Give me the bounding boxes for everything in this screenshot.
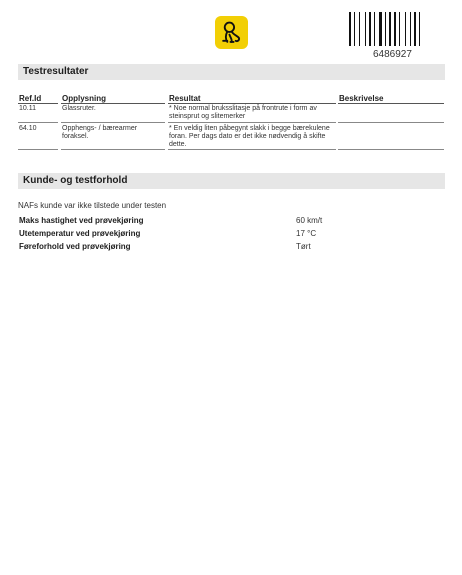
conditions-header: Kunde- og testforhold — [18, 173, 445, 189]
barcode-bar — [374, 12, 375, 46]
divider — [18, 103, 58, 104]
table-cell-ref: 64.10 — [19, 125, 37, 132]
divider — [168, 149, 336, 150]
barcode-bar — [385, 12, 386, 46]
barcode-number: 6486927 — [373, 49, 412, 60]
table-cell-result: * En veldig liten påbegynt slakk i begge bærekulene foran. Per dags dato er det ikke nødvendig å skifte dette. — [169, 125, 330, 148]
barcode-bar — [394, 12, 396, 46]
barcode-bar — [419, 12, 420, 46]
table-cell-result: * Noe normal bruksslitasje på frontrute i form av steinsprut og slitemerker — [169, 105, 317, 120]
divider — [338, 122, 444, 123]
barcode-bar — [369, 12, 371, 46]
condition-label: Maks hastighet ved prøvekjøring — [19, 216, 144, 225]
barcode-bar — [389, 12, 391, 46]
barcode-bar — [410, 12, 411, 46]
barcode-bar — [359, 12, 360, 46]
table-cell-info: Opphengs- / bærearmer foraksel. — [62, 125, 138, 140]
divider — [61, 122, 165, 123]
table-cell-ref: 10.11 — [19, 105, 36, 112]
column-header-ref: Ref.Id — [19, 94, 42, 103]
condition-label: Utetemperatur ved prøvekjøring — [19, 229, 141, 238]
barcode-bar — [365, 12, 366, 46]
condition-value: Tørt — [296, 242, 311, 251]
divider — [168, 103, 336, 104]
barcode-bar — [354, 12, 355, 46]
condition-label: Føreforhold ved prøvekjøring — [19, 242, 131, 251]
divider — [61, 103, 165, 104]
barcode-bar — [405, 12, 406, 46]
table-cell-info: Glassruter. — [62, 105, 96, 112]
column-header-result: Resultat — [169, 94, 201, 103]
condition-value: 60 km/t — [296, 216, 323, 225]
customer-note: NAFs kunde var ikke tilstede under testen — [18, 201, 167, 210]
divider — [61, 149, 165, 150]
column-header-info: Opplysning — [62, 94, 106, 103]
divider — [338, 149, 444, 150]
barcode — [349, 12, 437, 46]
naf-logo — [215, 16, 248, 49]
divider — [18, 122, 58, 123]
barcode-bar — [399, 12, 400, 46]
column-header-description: Beskrivelse — [339, 94, 384, 103]
condition-value: 17 °C — [296, 229, 317, 238]
divider — [168, 122, 336, 123]
divider — [18, 149, 58, 150]
barcode-bar — [379, 12, 382, 46]
divider — [338, 103, 444, 104]
barcode-bar — [349, 12, 351, 46]
barcode-bar — [414, 12, 416, 46]
lion-logo-icon — [219, 20, 244, 45]
test-results-header: Testresultater — [18, 64, 445, 80]
